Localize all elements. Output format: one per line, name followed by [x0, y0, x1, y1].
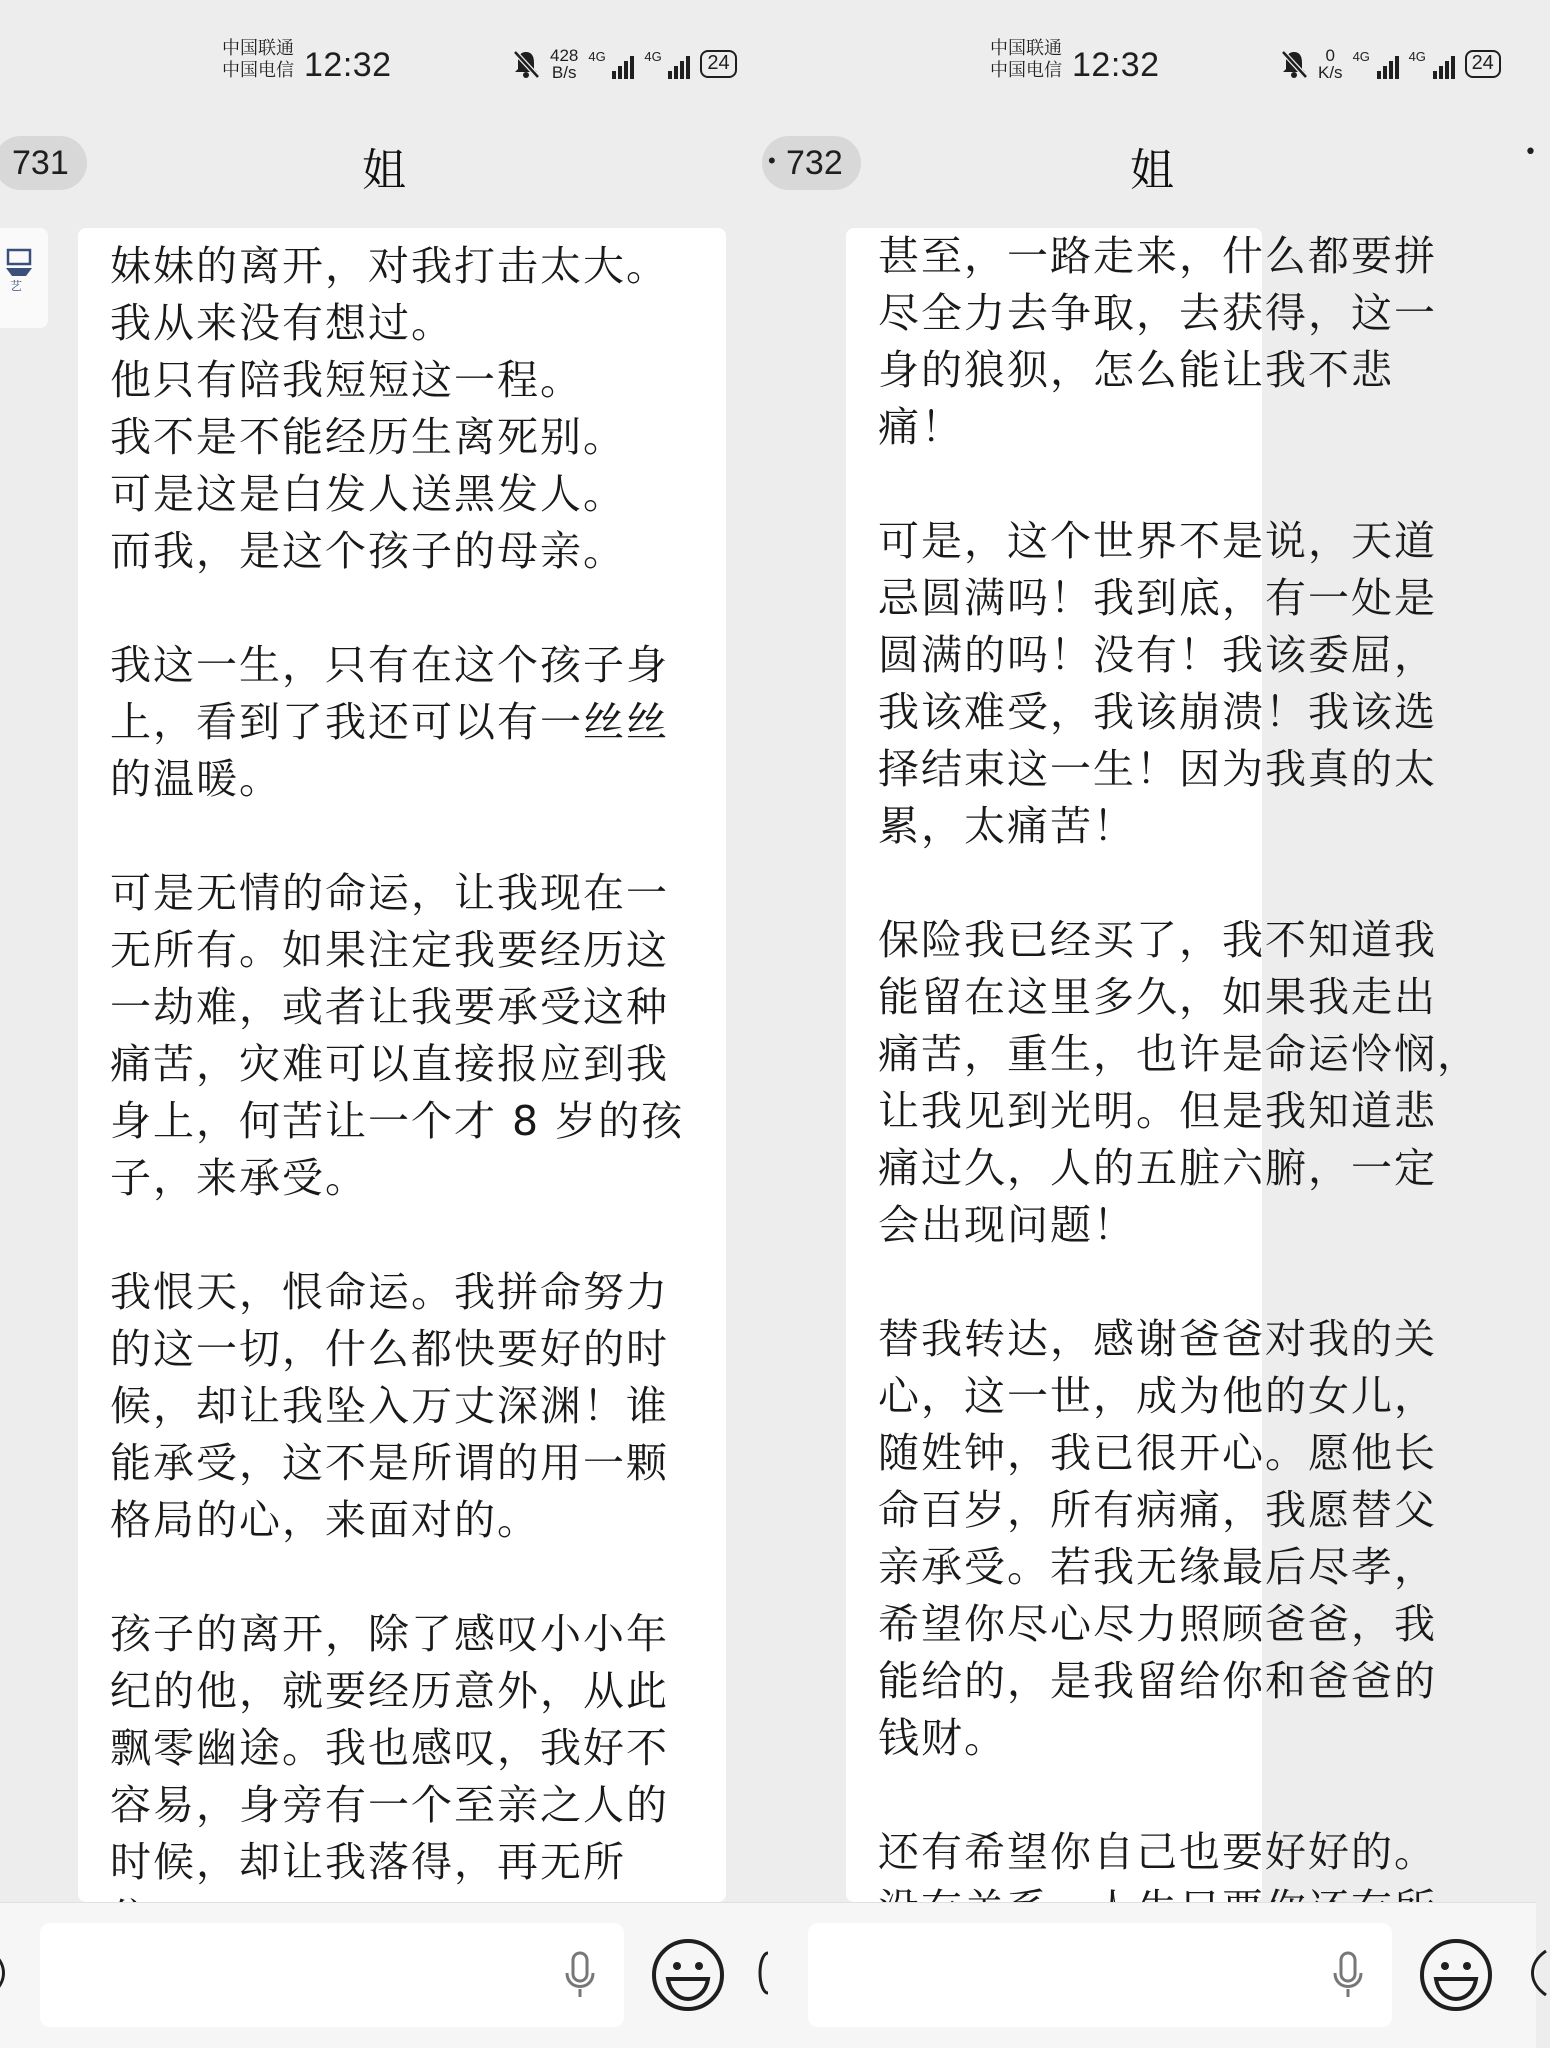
- carrier-1: 中国联通: [990, 38, 1062, 59]
- unread-count: 732: [786, 144, 843, 182]
- battery-icon: 24: [1465, 50, 1501, 78]
- mute-bell-icon: [512, 49, 540, 79]
- message-input[interactable]: [40, 1923, 624, 2027]
- message-bubble: [78, 228, 726, 1902]
- voice-toggle-icon[interactable]: [0, 1943, 16, 2003]
- signal-label: 4G: [588, 49, 606, 64]
- carrier-2: 中国电信: [222, 60, 294, 81]
- message-paragraph: 妹妹的离开，对我打击太大。 我从来没有想过。 他只有陪我短短这一程。 我不是不能经历生离死别。 可是这是白发人送黑发人。 而我，是这个孩子的母亲。: [110, 242, 669, 575]
- signal-4g-2-icon: [1409, 49, 1455, 79]
- message-paragraph: 可是无情的命运，让我现在一 无所有。如果注定我要经历这 一劫难，或者让我要承受这种 痛苦，灾难可以直接报应到我 身上，何苦让一个才 8 岁的孩 子，来承受。: [110, 869, 685, 1202]
- signal-label: 4G: [644, 49, 662, 64]
- signal-label: 4G: [1352, 49, 1370, 64]
- message-paragraph: 保险我已经买了，我不知道我 能留在这里多久，如果我走出 痛苦，重生，也许是命运怜悯， 让我见到光明。但是我知道悲 痛过久，人的五脏六腑，一定 会出现问题！: [878, 916, 1480, 1249]
- message-input[interactable]: [808, 1923, 1392, 2027]
- message-paragraph: 替我转达，感谢爸爸对我的关 心，这一世，成为他的女儿， 随姓钟，我已很开心。愿他长 命百岁，所有病痛，我愿替父 亲承受。若我无缘最后尽孝， 希望你尽心尽力照顾爸爸，我 能给的，是我留给你和爸爸的 钱财。: [878, 1315, 1437, 1762]
- network-speed: [1318, 47, 1343, 81]
- signal-label: 4G: [1408, 49, 1426, 64]
- message-paragraph: 我这一生，只有在这个孩子身 上，看到了我还可以有一丝丝 的温暖。: [110, 641, 669, 803]
- left-screenshot-panel: [0, 0, 768, 2048]
- message-paragraph: 还有希望你自己也要好好的。: [878, 1828, 1437, 1876]
- message-paragraph: 可是，这个世界不是说，天道 忌圆满吗！我到底，有一处是 圆满的吗！没有！我该委屈， 我该难受，我该崩溃！我该选 择结束这一生！因为我真的太 累，太痛苦！: [878, 517, 1437, 850]
- status-time: 12:32: [1072, 46, 1160, 84]
- signal-4g-1-icon: [1353, 49, 1399, 79]
- message-bubble: [846, 228, 1480, 1902]
- network-speed: [550, 47, 578, 81]
- status-icons: [1280, 44, 1501, 84]
- emoji-icon[interactable]: [650, 1937, 726, 2013]
- chat-title: 姐: [1130, 145, 1174, 196]
- right-screenshot-panel: [768, 0, 1536, 2048]
- network-speed-unit: B/s: [551, 63, 577, 82]
- carrier-names: [990, 38, 1062, 82]
- network-speed-unit: K/s: [1318, 63, 1343, 82]
- contact-avatar[interactable]: [0, 228, 48, 328]
- network-speed-value: 0: [1325, 46, 1336, 65]
- carrier-names: [222, 38, 294, 82]
- emoji-icon[interactable]: [1418, 1937, 1494, 2013]
- dot-icon: •: [768, 148, 776, 173]
- carrier-1: 中国联通: [222, 38, 294, 59]
- more-options-icon[interactable]: [1520, 1943, 1550, 2003]
- input-bar: [768, 1902, 1536, 2048]
- chat-header: [768, 130, 1536, 200]
- carrier-2: 中国电信: [990, 60, 1062, 81]
- signal-4g-1-icon: [588, 49, 634, 79]
- status-icons: [512, 44, 737, 84]
- battery-icon: 24: [700, 50, 736, 78]
- more-dot-icon[interactable]: •: [1524, 140, 1537, 165]
- status-bar: [768, 36, 1536, 92]
- status-bar: [0, 36, 768, 92]
- chat-header: [0, 130, 768, 200]
- input-bar: [0, 1902, 768, 2048]
- microphone-icon[interactable]: [562, 1949, 598, 2001]
- network-speed-value: 428: [550, 46, 579, 65]
- avatar-logo-icon: [0, 228, 48, 328]
- signal-4g-2-icon: [644, 49, 690, 79]
- message-paragraph: 孩子的离开，除了感叹小小年 纪的他，就要经历意外，从此 飘零幽途。我也感叹，我好不 容易，身旁有一个至亲之人的 时候，却让我落得，再无所: [110, 1610, 669, 1886]
- svg-text:艺: 艺: [10, 279, 23, 293]
- mute-bell-icon: [1280, 49, 1308, 79]
- microphone-icon[interactable]: [1330, 1949, 1366, 2001]
- chat-title: 姐: [362, 145, 406, 196]
- unread-count-badge[interactable]: 731: [0, 136, 87, 190]
- message-paragraph: 我恨天，恨命运。我拼命努力 的这一切，什么都快要好的时 候，却让我坠入万丈深渊！谁 能承受，这不是所谓的用一颗 格局的心，来面对的。: [110, 1268, 669, 1544]
- status-time: 12:32: [304, 46, 392, 84]
- message-paragraph: 甚至，一路走来，什么都要拼 尽全力去争取，去获得，这一 身的狼狈，怎么能让我不悲 痛！: [878, 232, 1437, 451]
